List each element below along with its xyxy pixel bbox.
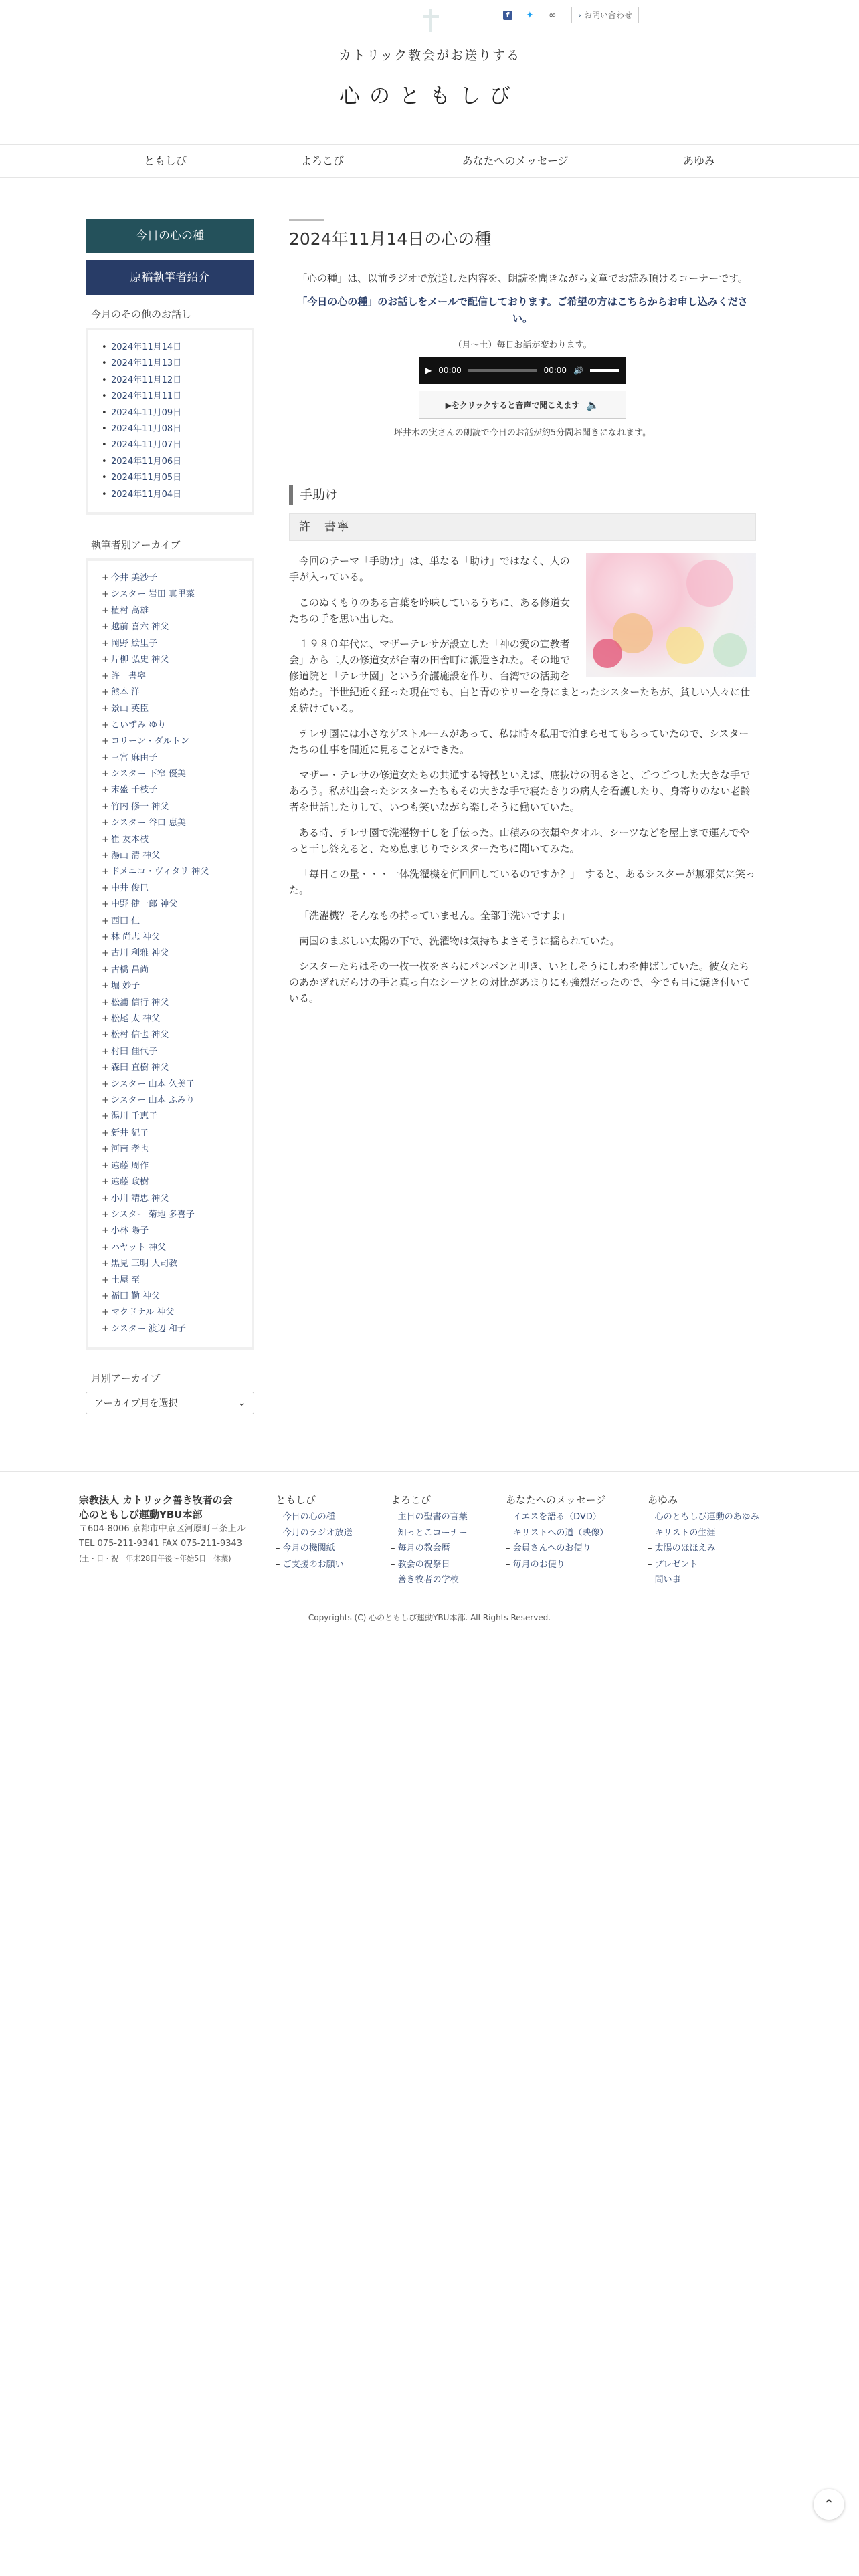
author-link[interactable]: + 小林 陽子 [100,1223,252,1239]
copyright: Copyrights (C) 心のともしび運動YBU本部. All Rights Reserved. [308,1613,551,1622]
nav-item-tomoshibi[interactable]: ともしび [143,154,187,167]
voice-label: ▶をクリックすると音声で聞こえます [445,400,580,410]
date-link[interactable]: • 2024年11月09日 [100,405,252,421]
author-link[interactable]: + 湯川 千恵子 [100,1109,252,1125]
authors-intro-button[interactable]: 原稿執筆者紹介 [86,260,254,295]
footer-link[interactable]: – 太陽のほほえみ [648,1541,759,1557]
mail-subscribe-link[interactable]: 「今日の心の種」のお話しをメールで配信しております。ご希望の方はこちらからお申し込みください。 [297,296,748,324]
author-name: 許 書寧 [289,513,756,541]
date-link[interactable]: • 2024年11月05日 [100,470,252,486]
footer-col-tomoshibi [276,1493,353,1572]
footer-link[interactable]: – キリストの生涯 [648,1525,759,1541]
author-link[interactable]: + 土屋 至 [100,1273,252,1289]
volume-icon[interactable]: 🔊 [573,366,583,375]
nav-item-yorokobi[interactable]: よろこび [300,154,344,167]
author-link[interactable]: + 中井 俊巳 [100,881,252,897]
article-paragraph: 「毎日この量・・・一体洗濯機を何回回しているのですか？」 すると、あるシスターが無邪気に笑った。 [289,868,756,896]
footer-link[interactable]: – ご支援のお願い [276,1557,353,1573]
footer-col-title: よろこび [391,1494,432,1506]
author-link[interactable]: + 熊本 洋 [100,685,252,701]
author-list [86,558,254,1350]
article-body [289,553,756,1006]
org-name-1: 宗教法人 カトリック善き牧者の会 [79,1494,233,1506]
author-link[interactable]: + 黒見 三明 大司教 [100,1256,252,1272]
org-address: 〒604-8006 京都市中京区河原町三条上ル [79,1524,246,1534]
date-link[interactable]: • 2024年11月12日 [100,372,252,389]
article-paragraph: 「洗濯機？そんなもの持っていません。全部手洗いですよ」 [299,909,571,922]
voice-play-button[interactable] [419,391,626,419]
author-link[interactable]: + 今井 美沙子 [100,570,252,586]
footer-link[interactable]: – 心のともしび運動のあゆみ [648,1509,759,1525]
contact-label: お問い合わせ [583,11,632,20]
date-link[interactable]: • 2024年11月04日 [100,487,252,503]
footer-link[interactable]: – イエスを語る（DVD） [506,1509,608,1525]
author-link[interactable]: + こいずみ ゆり [100,718,252,734]
footer-divider [0,1471,859,1473]
footer-link[interactable]: – キリストへの道（映像） [506,1525,608,1541]
article-paragraph: １９８０年代に、マザーテレサが設立した「神の愛の宣教者会」から二人の修道女が台南の田舎町に派遣された。その地で修道院と「テレサ園」という介護施設を作り、台湾での活動を始めた。半世紀近く経った現在でも、白と青のサリーを身にまとったシスターたちが、貧しい人々に仕え続けている。 [289,638,751,714]
candy-photo [586,553,756,677]
cross-logo-icon [423,9,439,32]
speaker-icon: 🔈 [586,398,600,411]
chevron-right-icon: › [578,11,581,20]
archive-month-select[interactable] [86,1392,254,1414]
author-link[interactable]: + シスター 菊地 多喜子 [100,1207,252,1223]
footer-org [79,1493,246,1566]
footer-col-title: あなたへのメッセージ [506,1494,606,1506]
other-talks-heading: 今月のその他のお話し [91,308,192,320]
author-link[interactable]: + シスター 谷口 恵美 [100,815,252,831]
footer-col-yorokobi [391,1493,468,1588]
author-link[interactable]: + 遠藤 周作 [100,1158,252,1174]
link-icon[interactable]: ∞ [549,9,557,21]
author-link[interactable]: + 中野 健一郎 神父 [100,897,252,913]
author-link[interactable]: + 片柳 弘史 神父 [100,652,252,668]
article-paragraph: 今回のテーマ「手助け」は、単なる「助け」ではなく、人の手が入っている。 [289,555,570,583]
date-list [86,328,254,515]
author-link[interactable]: + 崔 友本枝 [100,832,252,848]
author-link[interactable]: + 松浦 信行 神父 [100,995,252,1011]
time-total: 00:00 [543,366,567,375]
seek-bar[interactable] [468,369,537,372]
author-link[interactable]: + 古橋 昌尚 [100,962,252,978]
footer-link[interactable]: – 毎月のお便り [506,1557,608,1573]
play-icon[interactable]: ▶ [425,366,432,375]
date-link[interactable]: • 2024年11月06日 [100,454,252,470]
audio-player[interactable] [419,357,626,384]
author-link[interactable]: + 村田 佳代子 [100,1044,252,1060]
date-link[interactable]: • 2024年11月14日 [100,340,252,356]
footer-link[interactable]: – 会員さんへのお便り [506,1541,608,1557]
time-current: 00:00 [438,366,462,375]
author-link[interactable]: + 許 書寧 [100,669,252,685]
article-paragraph: このぬくもりのある言葉を吟味しているうちに、ある修道女たちの手を思い出した。 [289,597,571,625]
date-link[interactable]: • 2024年11月07日 [100,437,252,453]
author-link[interactable]: + 堀 妙子 [100,978,252,994]
back-to-top-button[interactable] [814,2489,844,2520]
footer-col-message [506,1493,608,1572]
sidebar [86,219,254,1414]
author-link[interactable]: + シスター 岩田 真里菜 [100,586,252,603]
org-hours: (土・日・祝 年末28日午後〜年始5日 休業) [79,1554,231,1563]
org-name-2: 心のともしび運動YBU本部 [79,1509,203,1521]
facebook-icon[interactable]: f [503,11,512,20]
site-title[interactable]: 心のともしび [339,84,520,108]
author-link[interactable]: + 越前 喜六 神父 [100,619,252,635]
date-link[interactable]: • 2024年11月08日 [100,421,252,437]
author-link[interactable]: + 河南 孝也 [100,1142,252,1158]
author-link[interactable]: + 森田 直樹 神父 [100,1060,252,1076]
author-link[interactable]: + 景山 英臣 [100,701,252,717]
contact-button[interactable] [571,7,639,23]
volume-slider[interactable] [590,369,619,372]
author-link[interactable]: + ドメニコ・ヴィタリ 神父 [100,864,252,880]
author-link[interactable]: + シスター 渡辺 和子 [100,1321,252,1337]
article-paragraph: テレサ園には小さなゲストルームがあって、私は時々私用で泊まらせてもらっていたので、シスターたちの仕事を間近に見ることができた。 [289,728,749,756]
footer-link[interactable]: – プレゼント [648,1557,759,1573]
author-link[interactable]: + 遠藤 政樹 [100,1174,252,1190]
date-link[interactable]: • 2024年11月13日 [100,356,252,372]
chevron-up-icon: ⌃ [823,2496,835,2512]
nav-item-ayumi[interactable]: あゆみ [682,154,715,167]
author-link[interactable]: + 竹内 修一 神父 [100,799,252,815]
footer-link[interactable]: – 今月のラジオ放送 [276,1525,353,1541]
footer-col-ayumi [648,1493,759,1588]
author-link[interactable]: + 福田 勤 神父 [100,1289,252,1305]
main-content [289,219,756,1016]
twitter-icon[interactable]: ✦ [526,9,534,21]
author-link[interactable]: + 小川 靖忠 神父 [100,1191,252,1207]
article-paragraph: マザー・テレサの修道女たちの共通する特徴といえば、底抜けの明るさと、ごつごつした大きな手であろう。私が出会ったシスターたちもその大きな手で寝たきりの病人を看護したり、身寄りのない老齢者を世話したりして、いつも笑いながら楽しそうに働いていた。 [289,769,751,813]
author-link[interactable]: + シスター 山本 ふみり [100,1093,252,1109]
nav-item-message[interactable]: あなたへのメッセージ [462,154,569,167]
footer-link[interactable]: – 今月の機関紙 [276,1541,353,1557]
date-link[interactable]: • 2024年11月11日 [100,389,252,405]
author-link[interactable]: + 松尾 太 神父 [100,1011,252,1027]
footer-link[interactable]: – 今日の心の種 [276,1509,353,1525]
author-link[interactable]: + 新井 紀子 [100,1125,252,1142]
authors-heading: 執筆者別アーカイブ [91,539,181,552]
author-link[interactable]: + 岡野 絵里子 [100,636,252,652]
footer-col-title: あゆみ [648,1494,678,1506]
schedule-text: （月〜土）毎日お話が変わります。 [453,340,592,350]
author-link[interactable]: + 松村 信也 神父 [100,1027,252,1043]
monthly-heading: 月別アーカイブ [91,1372,161,1385]
author-link[interactable]: + ハヤット 神父 [100,1240,252,1256]
author-link[interactable]: + 三宮 麻由子 [100,750,252,766]
footer-link[interactable]: – 毎月の教会暦 [391,1541,468,1557]
author-link[interactable]: + 湯山 清 神父 [100,848,252,864]
footer-link[interactable]: – 主日の聖書の言葉 [391,1509,468,1525]
article-paragraph: シスターたちはその一枚一枚をさらにパンパンと叩き、いとしそうにしわを伸ばしていた。彼女たちのあかぎれだらけの手と真っ白なシーツとの対比があまりにも強烈だったので、今でも目に焼き付いている。 [289,960,751,1004]
section-title: 手助け [289,485,756,505]
author-link[interactable]: + シスター 下窄 優美 [100,766,252,782]
footer-link[interactable]: – 知っとこコーナー [391,1525,468,1541]
social-bar [503,7,639,23]
article-paragraph: 南国のまぶしい太陽の下で、洗濯物は気持ちよさそうに揺られていた。 [299,935,620,947]
footer-link[interactable]: – 善き牧者の学校 [391,1572,468,1588]
today-seed-button[interactable]: 今日の心の種 [86,219,254,253]
site-tagline: カトリック教会がお送りする [338,48,521,63]
author-link[interactable]: + シスター 山本 久美子 [100,1077,252,1093]
author-link[interactable]: + 末盛 千枝子 [100,782,252,798]
footer-col-title: ともしび [276,1494,316,1506]
article-paragraph: ある時、テレサ園で洗濯物干しを手伝った。山積みの衣類やタオル、シーツなどを屋上まで運んでやっと干し終えると、ため息まじりでシスターたちに聞いてみた。 [289,827,749,855]
main-nav [0,144,859,178]
author-link[interactable]: + マクドナル 神父 [100,1305,252,1321]
archive-select-label: アーカイブ月を選択 [94,1398,178,1410]
author-link[interactable]: + 古川 利雅 神父 [100,946,252,962]
author-link[interactable]: + 西田 仁 [100,914,252,930]
author-link[interactable]: + 植村 高雄 [100,603,252,619]
footer-link[interactable]: – 問い事 [648,1572,759,1588]
page-title: 2024年11月14日の心の種 [289,229,492,249]
reading-caption: 坪井木の実さんの朗読で今日のお話が約5分間お聞きになれます。 [393,428,652,438]
org-tel: TEL 075-211-9341 FAX 075-211-9343 [79,1539,243,1549]
author-link[interactable]: + コリーン・ダルトン [100,734,252,750]
chevron-down-icon: ⌄ [237,1398,246,1409]
author-link[interactable]: + 林 尚志 神父 [100,930,252,946]
intro-text: 「心の種」は、以前ラジオで放送した内容を、朗読を聞きながら文章でお読み頂けるコーナーです。 [297,272,748,284]
title-rule [289,219,324,221]
footer-link[interactable]: – 教会の祝祭日 [391,1557,468,1573]
